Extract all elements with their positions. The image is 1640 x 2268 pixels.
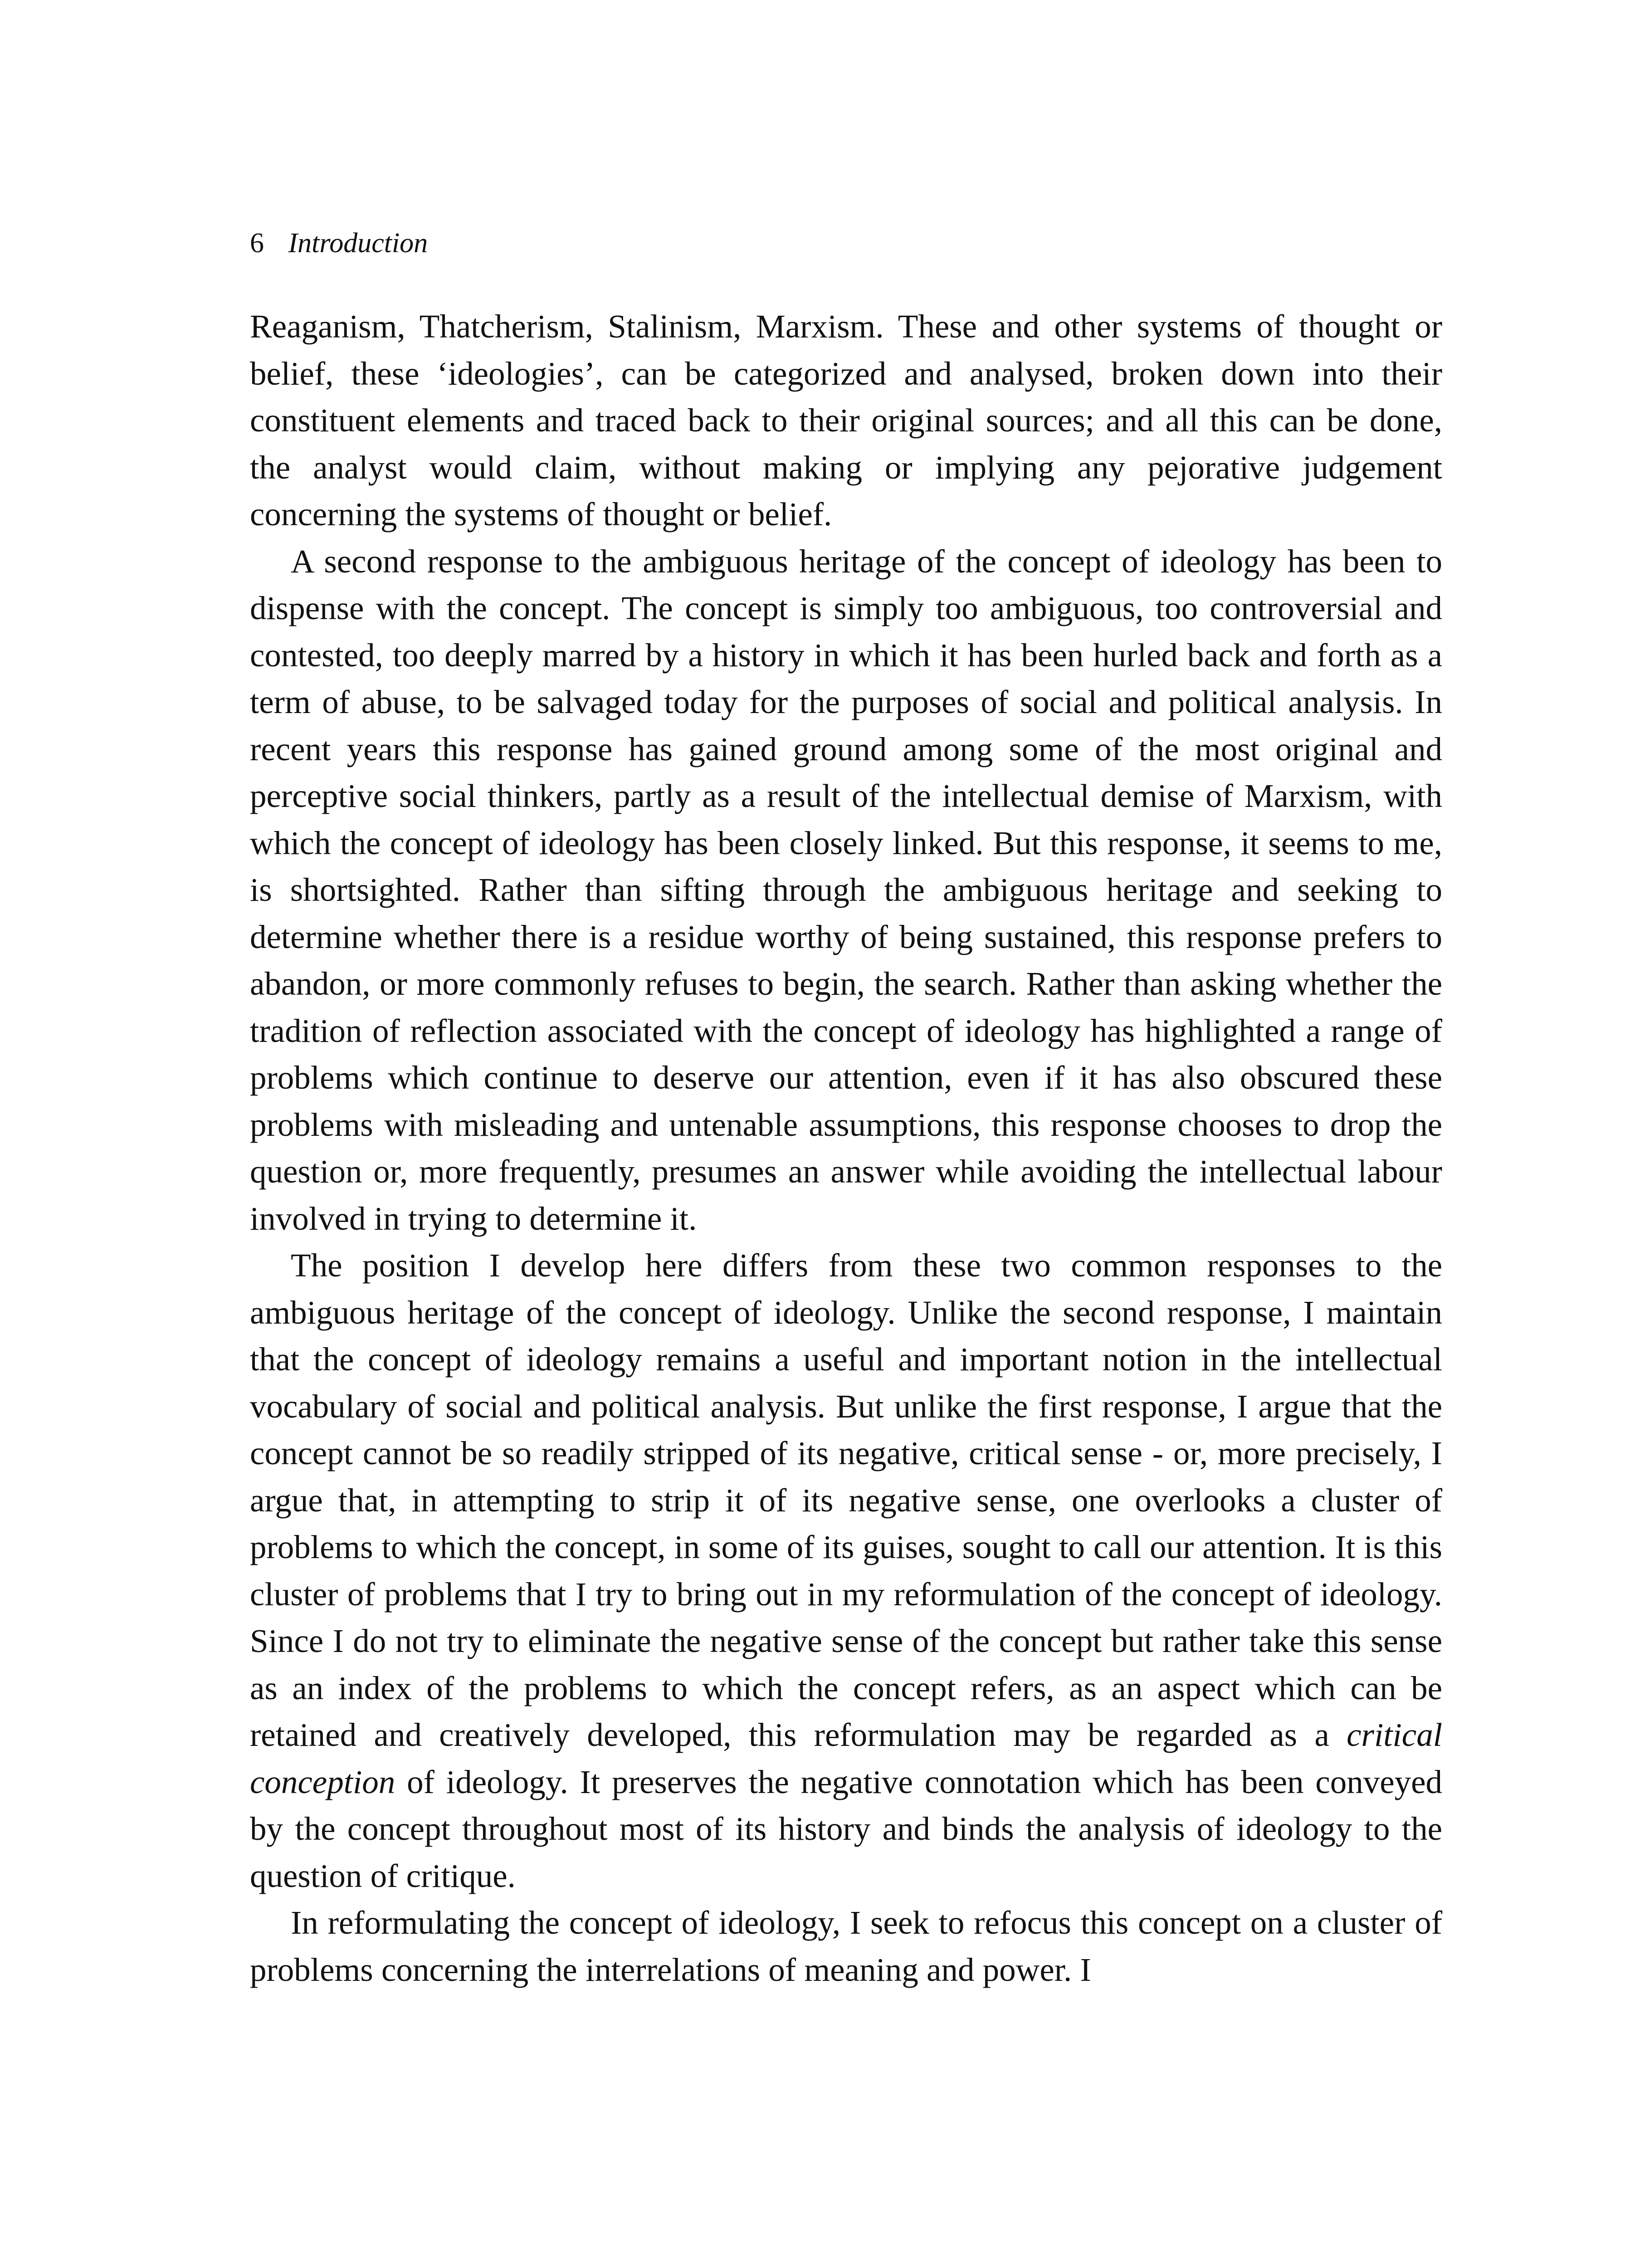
paragraph-1: Reaganism, Thatcherism, Stalinism, Marxism. These and other systems of thought or belief, these ‘ideologies’, can be categorized and analysed, broken down into their constituent elements and traced back to their original sources; and all this can be done, the analyst would claim, without making or implying any pejorative judgement concerning the systems of thought or belief. [250, 308, 1442, 533]
paragraph-3-part-1: The position I develop here differs from these two common responses to the ambiguous heritage of the concept of ideology. Unlike the second response, I maintain that the concept of ideology remains a useful and important notion in the intellectual vocabulary of social and political analysis. But unlike the first response, I argue that the concept cannot be so readily stripped of its negative, critical sense - or, more precisely, I argue that, in attempting to strip it of its negative sense, one overlooks a cluster of problems to which the concept, in some of its guises, sought to call our attention. It is this cluster of problems that I try to bring out in my reformulation of the concept of ideology. Since I do not try to eliminate the negative sense of the concept but rather take this sense as an index of the problems to which the concept refers, as an aspect which can be retained and creatively developed, this reformulation may be regarded as a [250, 1247, 1442, 1753]
running-title: Introduction [288, 228, 428, 259]
paragraph-4: In reformulating the concept of ideology, I seek to refocus this concept on a cluster of problems concerning the interrelations of meaning and power. I [250, 1904, 1442, 1988]
page-number: 6 [250, 228, 264, 259]
body-text [250, 303, 1442, 1993]
italic-term-critical-conception: critical conception [250, 1716, 1442, 1800]
paragraph-3-part-2: of ideology. It preserves the negative connotation which has been conveyed by the concept throughout most of its history and binds the analysis of ideology to the question of critique. [250, 1763, 1442, 1894]
paragraph-2: A second response to the ambiguous heritage of the concept of ideology has been to dispense with the concept. The concept is simply too ambiguous, too controversial and contested, too deeply marred by a history in which it has been hurled back and forth as a term of abuse, to be salvaged today for the purposes of social and political analysis. In recent years this response has gained ground among some of the most original and perceptive social thinkers, partly as a result of the intellectual demise of Marxism, with which the concept of ideology has been closely linked. But this response, it seems to me, is shortsighted. Rather than sifting through the ambiguous heritage and seeking to determine whether there is a residue worthy of being sustained, this response prefers to abandon, or more commonly refuses to begin, the search. Rather than asking whether the tradition of reflection associated with the concept of ideology has highlighted a range of problems which continue to deserve our attention, even if it has also obscured these problems with misleading and untenable assumptions, this response chooses to drop the question or, more frequently, presumes an answer while avoiding the intellectual labour involved in trying to determine it. [250, 543, 1442, 1237]
paragraph-3 [250, 1242, 1442, 1899]
running-header [250, 229, 428, 257]
